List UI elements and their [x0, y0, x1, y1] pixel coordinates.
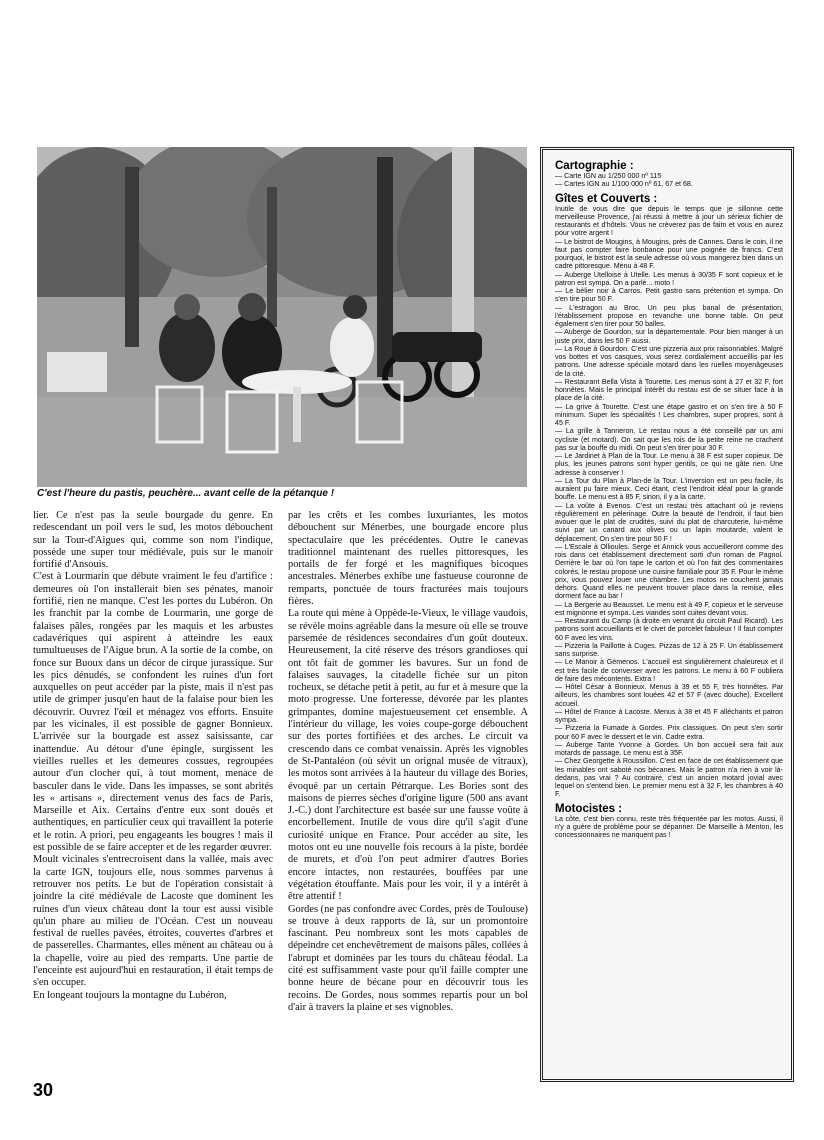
- list-item: — Hôtel de France à Lacoste. Menus à 38 et 45 F alléchants et patron sympa.: [555, 707, 783, 724]
- list-item: — Restaurant Bella Vista à Tourette. Les menus sont à 27 et 32 F, fort honnêtes. Mais le principal intérêt du restau est de se situer face à la place de la cité.: [555, 377, 783, 403]
- list-item: — Pizzeria la Paillotte à Cuges. Pizzas de 12 à 25 F. Un établissement sans surprise.: [555, 641, 783, 658]
- article-column-middle: [288, 510, 528, 1080]
- list-item: Inutile de vous dire que depuis le temps que je sillonne cette merveilleuse Provence, j'ai réussi à mettre à jour un sérieux fichier de restaurants et d'hôtels. Vous ne crèverez pas de faim et vous en aurez pour votre argent !: [555, 204, 783, 238]
- paragraph: C'est à Lourmarin que débute vraiment le feu d'artifice : demeures où l'on installerait bien ses pénates, manoir fortifié, rien ne manque. C'est les portes du Lubéron. On les franchit par la combe de Lourmarin, une gorge de falaises pâles, rongées par les maquis et les arbustes cadavériques qui aspirent à atteindre les eaux tumultueuses de l'Aigue brun. A la sortie de la combe, on fonce sur Buoux dans un décor de cirque jurassique. Sur les pics dénudés, se confondent les ruines d'un fort auxquelles on peut accéder par la piste, mais il n'est pas utile de grimper jusqu'en haut de la falaise pour bien les découvrir. Ouvrez l'œil et ménagez vos efforts. Ensuite par les vicinales, il est possible de gagner Bonnieux. L'arrivée sur la bourgade est assez saisissante, car inattendue. Au détour d'une épingle, surgissent les vieilles ruelles et les demeures cossues, regroupées autour d'un clocher qui, à tout moment, menace de basculer dans le vide. Dans les impasses, se sont abrités les « artisans », directement venus des facs de Paris, Marseille et Aix. Certains d'entre eux sont doués et authentiques, en particulier ceux qui travaillent la poterie et le rotin. A priori, peu engageants les bougres ! mais il est possible de se faire accepter et de les regarder œuvrer.: [33, 571, 273, 854]
- motorcyclists-cafe-photo: [37, 147, 527, 487]
- list-item: — L'estragon au Broc. Un peu plus banal de présentation, l'établissement propose en revanche une bonne table. On peut également s'en tirer pour 50 balles.: [555, 303, 783, 328]
- list-item: — Le Jardinet à Plan de la Tour. Le menu à 38 F est super copieux. De plus, les jeunes patrons sont hyper gentils, ce qui ne gâte rien. Une adresse à conserver !: [555, 452, 783, 477]
- gites-heading: Gîtes et Couverts :: [555, 192, 658, 205]
- list-item: — La Bergerie au Beausset. Le menu est à 49 F, copieux et le serveuse est mignonne et sympa. Les viandes sont cuites devant vous.: [555, 600, 783, 617]
- cartographie-heading: Cartographie :: [555, 160, 634, 172]
- list-item: — La voûte à Evenos. C'est un restau très attachant où je reviens régulièrement en pèlerinage. Outre la beauté de l'endroit, il faut bien avouer que le plat de crudités, suivi du plat de charcuterie, lui-même suivi par un canard aux olives ou un lapin moutarde, valent le déplacement. On s'en tire pour 50 F !: [555, 501, 783, 543]
- list-item: — Auberge Utelloise à Utelle. Les menus à 30/35 F sont copieux et le patron est sympa. On a parlé... moto !: [555, 270, 783, 287]
- list-item: — Auberge Tante Yvonne à Gordes. Un bon accueil sera fait aux motards de passage. Le menu est à 35F.: [555, 740, 783, 757]
- cartographie-list: [555, 172, 783, 189]
- list-item: — La grille à Tanneron. Le restau nous a été conseillé par un ami cycliste (et motard). On sait que les rois de la petite reine ne crachent pas sur la bouffe du midi. On peut s'en tirer pour 30 F.: [555, 427, 783, 452]
- paragraph: La route qui mène à Oppède-le-Vieux, le village vaudois, se révèle moins agréable dans la mesure où elle se trouve parsemée de résidences secondaires d'un goût douteux. Heureusement, la cité réserve des trésors grandioses qui ont tôt fait de gommer les bavures. Sur un fond de falaises sauvages, la citadelle fichée sur un piton rocheux, se détache petit à petit, au fur et à mesure que la moto progresse. Une forteresse, dévorée par les plantes grimpantes, domine majestueusement cet ensemble. A l'intérieur du village, les voies coupe-gorge débouchent sur des portes fortifiées et des arches. Le circuit va crescendo dans ce combat venaissin. Après les vignobles de St-Pantaléon (où sévit un orignal musée de vitraux), les motos sont arrivées à la hauteur du village des Bories, évoqué par un certain Pétrarque. Les Bories sont des maisons de pierres sèches d'origine ligure (500 ans avant J.-C.) dont l'architecture est basée sur une fausse voûte à encorbellement. Inutile de vous dire qu'il s'agit d'une curiosité unique en France. Pour accéder au site, les motos ont eu une nouvelle fois recours à la piste, bordée de murets, et d'où l'on peut admirer d'autres Bories encore intactes, non restaurées, bouffées par une végétation étouffante. Mais pour les voir, il y a intérêt à être attentif !: [288, 608, 528, 903]
- paragraph: par les crêts et les combes luxuriantes, les motos débouchent sur Ménerbes, une bourgade encore plus spectaculaire que les précédentes. Outre le canevas traditionnel maintenant des ruelles pittoresques, les portails de fer forgé et les magnifiques bicoques ancestrales. Ménerbes exhibe une fastueuse couronne de remparts, ponctuée de tours fracturées mais toujours fières.: [288, 510, 528, 608]
- gites-list: [555, 205, 783, 799]
- list-item: — La grive à Tourette. C'est une étape gastro et on s'en tire à 50 F minimum. Super les spécialités ! Les chambres, super propres, sont à 45 F.: [555, 402, 783, 427]
- photo-caption: C'est l'heure du pastis, peuchère... avant celle de la pétanque !: [37, 488, 335, 499]
- page-number: 30: [33, 1080, 54, 1100]
- article-column-left: [33, 510, 273, 1080]
- paragraph: Gordes (ne pas confondre avec Cordes, près de Toulouse) se trouve à deux rapports de là, sur un promontoire fascinant. Peu nombreux sont les mots capables de dépeindre cet enchevêtrement de maisons pâles, collées à l'abrupt et dominées par les tours du château féodal. La cité est suffisamment vaste pour qu'il faille compter une bonne heure de bécane pour en découvrir tous les recoins. De Gordes, nous sommes repartis pour un bol d'air à travers la plaine et ses vignobles.: [288, 903, 528, 1013]
- list-item: — Le bistrot de Mougins, à Mougins, près de Cannes. Dans le coin, il ne faut pas compter faire bonbance pour une poignée de francs. C'est pourquoi, le bistrot est la seule adresse où vous mangerez bien dans un cadre pittoresque. Menu à 48 F.: [555, 237, 783, 271]
- list-item: — Le bélier noir à Carros. Petit gastro sans prétention et sympa. On s'en tire pour 50 F.: [555, 287, 783, 304]
- list-item: — L'Escale à Ollioules. Serge et Annick vous accueilleront comme des rois dans cet établissement directement sorti d'un roman de Pagnol. Derrière le bar où l'on tape le carton et où l'on fait des commentaires colorés, le restau propose une cuisine familiale pour 35 F. Pour le même prix, vous pouvez louer une chambre. Les motos ne couchent jamais dehors. Quand elles ne peuvent trouver place dans la remise, elles dorment face au bar !: [555, 542, 783, 601]
- list-item: — La Roue à Gourdon. C'est une pizzeria aux prix raisonnables. Malgré vos bottes et vos casques, vous serez cordialement accueillis par les patrons. Une adresse spéciale motard dans les ruelles moyenâgeuses de la cité.: [555, 344, 783, 378]
- paragraph: lier. Ce n'est pas la seule bourgade du genre. En redescendant un poil vers le sud, les motos débouchent sur la Tour-d'Aigues qui, comme son nom l'indique, possède une super tour médiévale, puis sur le manoir fortifié d'Ansouis.: [33, 510, 273, 571]
- list-item: — Chez Georgette à Roussillon. C'est en face de cet établissement que les minables ont saboté nos bécanes. Mais le patron n'a rien à voir là-dedans, pas vrai ? Au contraire, c'est un ancien motard jovial avec lequel on s'entend bien. Le premier menu est à 32 F, les chambres à 40 F.: [555, 757, 783, 799]
- list-item: — Hôtel César à Bonnieux. Menus à 39 et 55 F, très honnêtes. Par ailleurs, les chambres sont louées 42 et 57 F (avec douche). Excellent accueil.: [555, 683, 783, 708]
- list-item: — Pizzeria la Fumade à Gordes. Prix classiques. On peut s'en sortir pour 60 F avec le dessert et le vin. Cadre extra.: [555, 724, 783, 741]
- list-item: — Le Manoir à Gémenos. L'accueil est singulièrement chaleureux et il est très facile de converser avec les patrons. Le menu à 60 F oubliera de faire des mécontents. Extra !: [555, 658, 783, 683]
- motocistes-heading: Motocistes :: [555, 802, 623, 815]
- list-item: — La Tour du Plan à Plan-de la Tour. L'inversion est un peu facile, ils auraient pu faire mieux. Ceci étant, c'est l'endroit idéal pour la grande bouffe. Le menu est à 85 F, sinon, il y a la carte.: [555, 476, 783, 502]
- list-item: — Restaurant du Camp (à droite en venant du circuit Paul Ricard). Les patrons sont accueillants et le civet de porcelet fabuleux ! Il faut compter 60 F avec les vins.: [555, 617, 783, 642]
- list-item: — Carte IGN au 1/250 000 nº 115: [555, 172, 662, 180]
- paragraph: En longeant toujours la montagne du Lubéron,: [33, 989, 227, 1001]
- list-item: — Auberge de Gourdon, sur la départementale. Pour bien manger à un juste prix, dans les 50 F aussi.: [555, 328, 783, 345]
- list-item: — Cartes IGN au 1/100 000 nº 61, 67 et 68.: [555, 180, 693, 189]
- info-sidebar: [540, 147, 794, 1082]
- motocistes-text: La côte, c'est bien connu, reste très fréquentée par les motos. Aussi, il n'y a guère de problème pour se dépanner. De Marseille à Menton, les concessionnaires ne manquent pas !: [555, 814, 783, 839]
- paragraph: Moult vicinales s'entrecroisent dans la vallée, mais avec la carte IGN, toujours elle, nous sommes parvenus à retrouver nos petits. Le but de l'opération consistait à joindre la cité médiévale de Lacoste que dominent les ruines d'un vieux château dont la tour est aussi visible qu'un phare au milieu de l'Océan. C'est un nouveau festival de ruelles pavées, étroites, couvertes d'arbres et de passerelles. Charmantes, elles mènent au château ou à la chapelle, voire au pied des remparts. Une partie de l'enceinte est aujourd'hui en restauration, il était temps de s'en occuper.: [33, 854, 273, 989]
